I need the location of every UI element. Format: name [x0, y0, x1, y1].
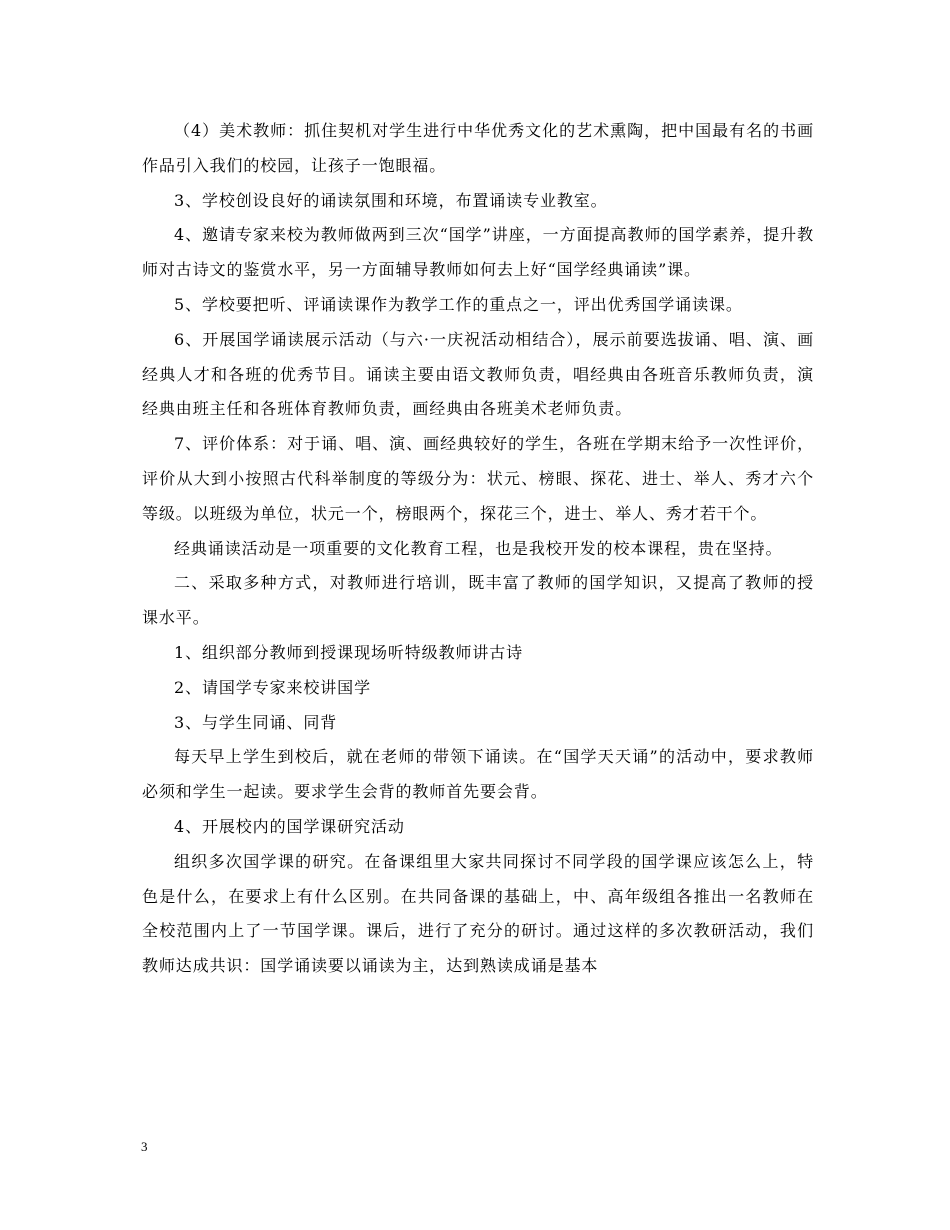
paragraph-item-4: 4、邀请专家来校为教师做两到三次“国学”讲座，一方面提高教师的国学素养，提升教师对古诗文的鉴赏水平，另一方面辅导教师如何去上好“国学经典诵读”课。	[142, 225, 814, 280]
paragraph-research: 组织多次国学课的研究。在备课组里大家共同探讨不同学段的国学课应该怎么上，特色是什么，在要求上有什么区别。在共同备课的基础上，中、高年级组各推出一名教师在全校范围内上了一节国学课。课后，进行了充分的研讨。通过这样的多次教研活动，我们教师达成共识：国学诵读要以诵读为主，达到熟读成诵是基本	[142, 851, 814, 976]
section-heading-2: 二、采取多种方式，对教师进行培训，既丰富了教师的国学知识，又提高了教师的授课水平。	[142, 573, 814, 628]
paragraph-summary: 经典诵读活动是一项重要的文化教育工程，也是我校开发的校本课程，贵在坚持。	[174, 538, 783, 558]
paragraph-item-5: 5、学校要把听、评诵读课作为教学工作的重点之一，评出优秀国学诵读课。	[174, 294, 743, 314]
paragraph-art-teacher: （4）美术教师：抓住契机对学生进行中华优秀文化的艺术熏陶，把中国最有名的书画作品引入我们的校园，让孩子一饱眼福。	[142, 121, 814, 175]
list-item-1: 1、组织部分教师到授课现场听特级教师讲古诗	[174, 642, 524, 662]
list-item-4: 4、开展校内的国学课研究活动	[174, 816, 405, 836]
paragraph-item-3: 3、学校创设良好的诵读氛围和环境，布置诵读专业教室。	[174, 190, 608, 210]
body-text	[142, 114, 814, 984]
paragraph-daily-reading: 每天早上学生到校后，就在老师的带领下诵读。在“国学天天诵”的活动中，要求教师必须和学生一起读。要求学生会背的教师首先要会背。	[142, 747, 814, 802]
list-item-2: 2、请国学专家来校讲国学	[174, 677, 371, 697]
paragraph-item-6: 6、开展国学诵读展示活动（与六·一庆祝活动相结合），展示前要选拔诵、唱、演、画经典人才和各班的优秀节目。诵读主要由语文教师负责，唱经典由各班音乐教师负责，演经典由班主任和各班体育教师负责，画经典由各班美术老师负责。	[142, 329, 814, 419]
paragraph-item-7: 7、评价体系：对于诵、唱、演、画经典较好的学生，各班在学期末给予一次性评价，评价从大到小按照古代科举制度的等级分为：状元、榜眼、探花、进士、举人、秀才六个等级。以班级为单位，状元一个，榜眼两个，探花三个，进士、举人、秀才若干个。	[142, 434, 814, 523]
list-item-3: 3、与学生同诵、同背	[174, 712, 338, 732]
page-number: 3	[141, 1139, 148, 1154]
